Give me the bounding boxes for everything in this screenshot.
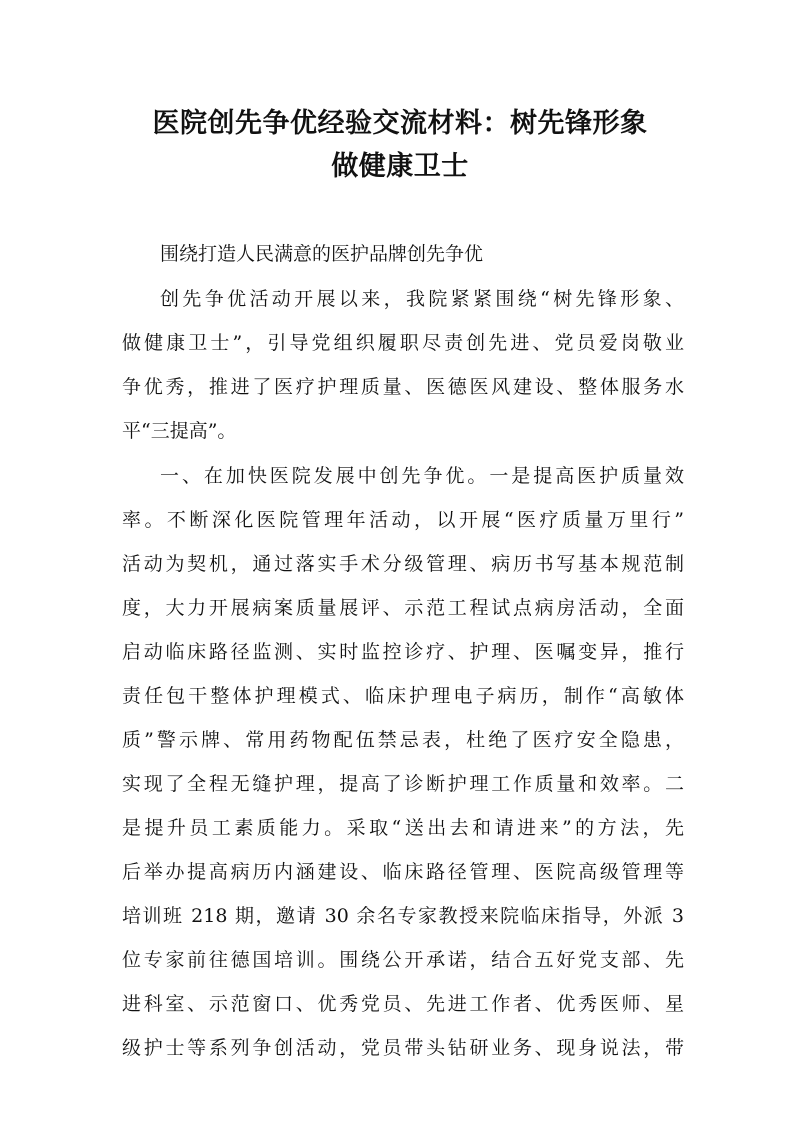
paragraph-line: 做健康卫士”，引导党组织履职尽责创先进、党员爱岗敬业 [122, 332, 684, 354]
paragraph-line: 度，大力开展病案质量展评、示范工程试点病房活动，全面 [122, 597, 684, 619]
paragraph-line: 后举办提高病历内涵建设、临床路径管理、医院高级管理等 [122, 861, 684, 883]
paragraph-line: 一、在加快医院发展中创先争优。一是提高医护质量效 [160, 465, 684, 487]
paragraph-line: 培训班 218 期，邀请 30 余名专家教授来院临床指导，外派 3 [122, 905, 684, 927]
paragraph-line: 责任包干整体护理模式、临床护理电子病历，制作“高敏体 [122, 685, 684, 707]
paragraph-line: 位专家前往德国培训。围绕公开承诺，结合五好党支部、先 [122, 949, 684, 971]
paragraph-line: 争优秀，推进了医疗护理质量、医德医风建设、整体服务水 [122, 376, 684, 398]
document-title-line-2: 做健康卫士 [331, 151, 469, 182]
paragraph-line: 是提升员工素质能力。采取“送出去和请进来”的方法，先 [122, 817, 684, 839]
paragraph-line: 级护士等系列争创活动，党员带头钻研业务、现身说法，带 [122, 1037, 684, 1059]
paragraph-line: 率。不断深化医院管理年活动，以开展“医疗质量万里行” [122, 509, 684, 531]
paragraph-line: 活动为契机，通过落实手术分级管理、病历书写基本规范制 [122, 553, 684, 575]
paragraph-line: 创先争优活动开展以来，我院紧紧围绕“树先锋形象、 [160, 288, 684, 310]
paragraph-line: 启动临床路径监测、实时监控诊疗、护理、医嘱变异，推行 [122, 641, 684, 663]
paragraph-line: 进科室、示范窗口、优秀党员、先进工作者、优秀医师、星 [122, 993, 684, 1015]
paragraph-line: 质”警示牌、常用药物配伍禁忌表，杜绝了医疗安全隐患， [122, 729, 684, 751]
document-title-line-1: 医院创先争优经验交流材料：树先锋形象 [152, 108, 648, 139]
paragraph-line: 实现了全程无缝护理，提高了诊断护理工作质量和效率。二 [122, 773, 684, 795]
subtitle-paragraph: 围绕打造人民满意的医护品牌创先争优 [160, 243, 484, 265]
paragraph-line: 平“三提高”。 [122, 420, 237, 442]
